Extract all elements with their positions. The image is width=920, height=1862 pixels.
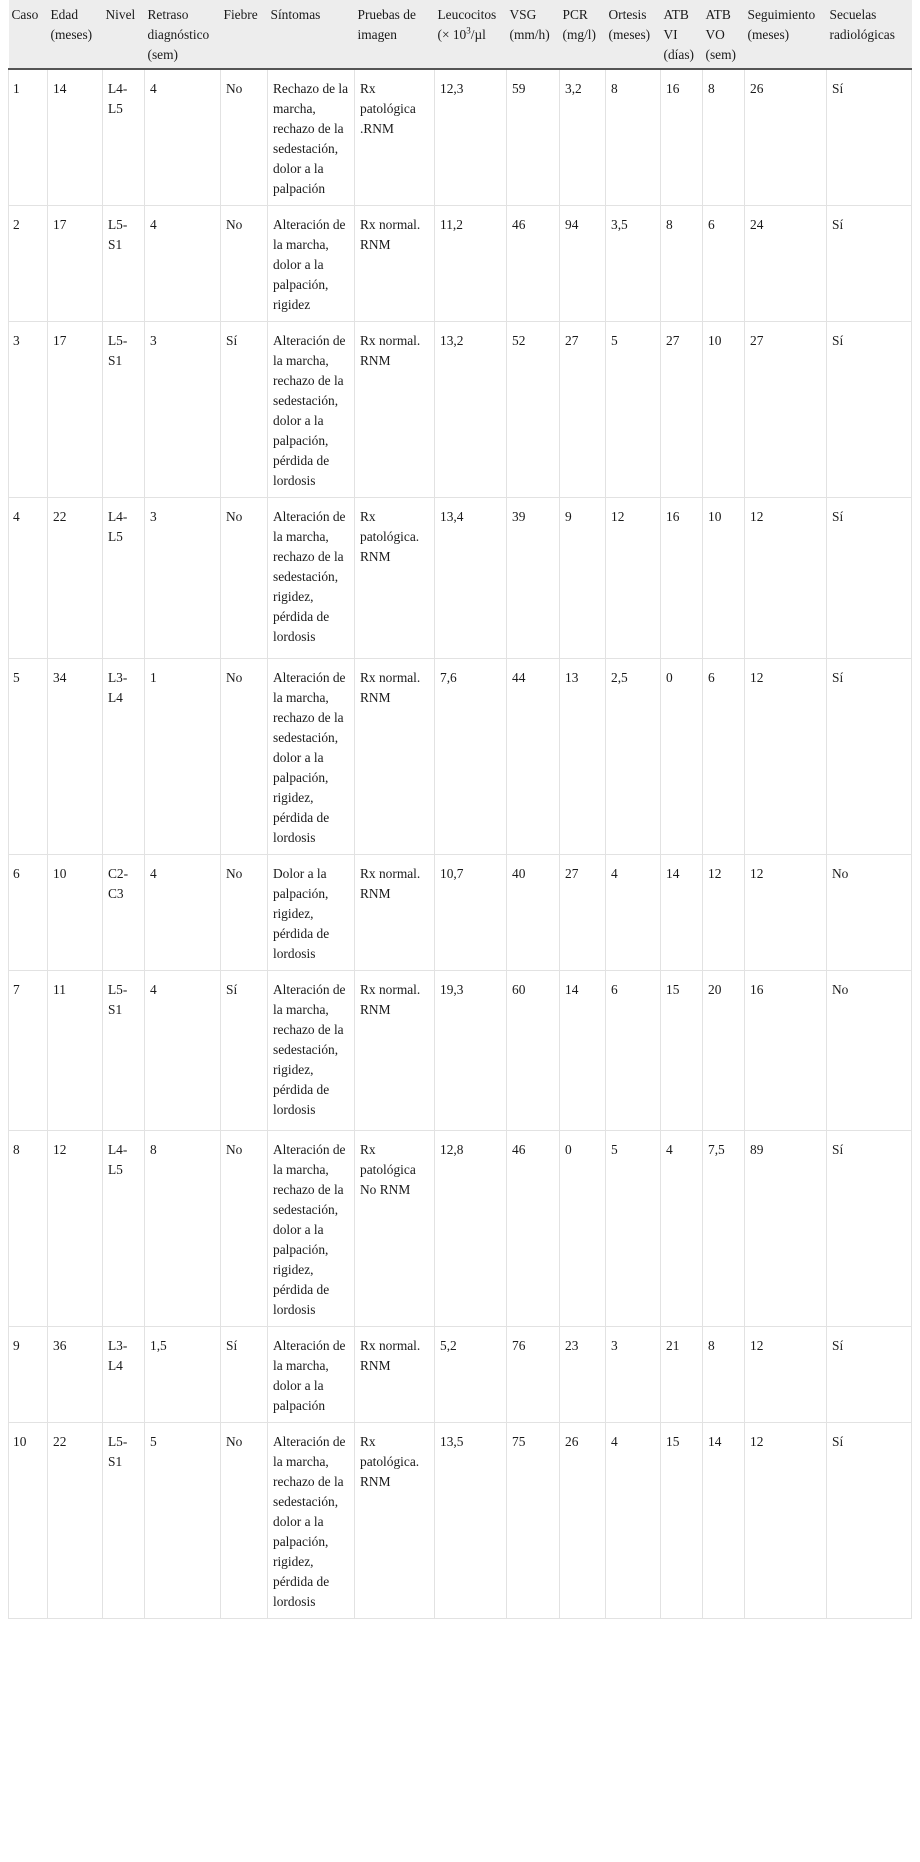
cell-pruebas: Rx patológica .RNM <box>355 69 435 206</box>
header-pruebas: Pruebas de imagen <box>355 0 435 69</box>
cell-atb_vo: 7,5 <box>703 1131 745 1327</box>
table-row <box>9 659 912 855</box>
cell-edad: 36 <box>48 1327 103 1423</box>
header-atb-vo: ATB VO (sem) <box>703 0 745 69</box>
cell-secuelas: Sí <box>827 69 912 206</box>
cell-ortesis: 6 <box>606 971 661 1131</box>
table-row <box>9 498 912 659</box>
header-pcr: PCR (mg/l) <box>560 0 606 69</box>
header-ortesis: Ortesis (meses) <box>606 0 661 69</box>
cell-ortesis: 3 <box>606 1327 661 1423</box>
cell-sintomas: Rechazo de la marcha, rechazo de la sedestación, dolor a la palpación <box>268 69 355 206</box>
cell-fiebre: No <box>221 1423 268 1619</box>
cell-retraso: 3 <box>145 322 221 498</box>
cell-edad: 11 <box>48 971 103 1131</box>
cell-leucocitos: 13,2 <box>435 322 507 498</box>
cell-vsg: 40 <box>507 855 560 971</box>
cell-pruebas: Rx patológica No RNM <box>355 1131 435 1327</box>
cell-retraso: 4 <box>145 971 221 1131</box>
cell-vsg: 39 <box>507 498 560 659</box>
cell-atb_vo: 8 <box>703 1327 745 1423</box>
cell-nivel: L5-S1 <box>103 1423 145 1619</box>
header-leucocitos-sup: 3 <box>466 25 471 36</box>
header-edad: Edad (meses) <box>48 0 103 69</box>
header-seguimiento: Seguimiento (meses) <box>745 0 827 69</box>
cell-atb_vi: 8 <box>661 206 703 322</box>
cell-atb_vo: 20 <box>703 971 745 1131</box>
cell-seguimiento: 12 <box>745 1423 827 1619</box>
cell-fiebre: No <box>221 498 268 659</box>
cell-atb_vi: 16 <box>661 498 703 659</box>
cell-atb_vo: 8 <box>703 69 745 206</box>
header-leucocitos <box>435 0 507 69</box>
header-leucocitos-pre: Leucocitos (× 10 <box>437 7 497 42</box>
cell-edad: 14 <box>48 69 103 206</box>
cell-vsg: 46 <box>507 1131 560 1327</box>
cell-caso: 3 <box>9 322 48 498</box>
cell-vsg: 75 <box>507 1423 560 1619</box>
cell-seguimiento: 89 <box>745 1131 827 1327</box>
cell-nivel: C2-C3 <box>103 855 145 971</box>
cell-seguimiento: 26 <box>745 69 827 206</box>
cell-secuelas: Sí <box>827 659 912 855</box>
cell-ortesis: 2,5 <box>606 659 661 855</box>
table-row <box>9 971 912 1131</box>
cell-ortesis: 5 <box>606 1131 661 1327</box>
cell-atb_vi: 14 <box>661 855 703 971</box>
cell-fiebre: No <box>221 206 268 322</box>
cell-atb_vo: 6 <box>703 659 745 855</box>
cell-nivel: L4-L5 <box>103 1131 145 1327</box>
cell-atb_vo: 10 <box>703 498 745 659</box>
cell-atb_vi: 16 <box>661 69 703 206</box>
cell-pruebas: Rx normal. RNM <box>355 1327 435 1423</box>
cell-secuelas: Sí <box>827 206 912 322</box>
cell-sintomas: Alteración de la marcha, dolor a la palpación, rigidez <box>268 206 355 322</box>
cell-nivel: L4-L5 <box>103 498 145 659</box>
table-row <box>9 1327 912 1423</box>
cell-caso: 8 <box>9 1131 48 1327</box>
cell-vsg: 59 <box>507 69 560 206</box>
cell-nivel: L5-S1 <box>103 206 145 322</box>
cell-pcr: 94 <box>560 206 606 322</box>
cell-secuelas: No <box>827 971 912 1131</box>
cell-seguimiento: 16 <box>745 971 827 1131</box>
cell-nivel: L3-L4 <box>103 659 145 855</box>
cell-ortesis: 4 <box>606 1423 661 1619</box>
cell-nivel: L5-S1 <box>103 971 145 1131</box>
cell-fiebre: Sí <box>221 322 268 498</box>
cell-ortesis: 8 <box>606 69 661 206</box>
cell-leucocitos: 12,8 <box>435 1131 507 1327</box>
cell-edad: 34 <box>48 659 103 855</box>
cell-fiebre: No <box>221 69 268 206</box>
cell-ortesis: 4 <box>606 855 661 971</box>
cell-caso: 9 <box>9 1327 48 1423</box>
cell-fiebre: No <box>221 659 268 855</box>
header-fiebre: Fiebre <box>221 0 268 69</box>
cell-retraso: 4 <box>145 855 221 971</box>
cell-ortesis: 3,5 <box>606 206 661 322</box>
table-row <box>9 322 912 498</box>
table-row <box>9 1423 912 1619</box>
cell-fiebre: No <box>221 1131 268 1327</box>
header-atb-vi: ATB VI (días) <box>661 0 703 69</box>
cell-sintomas: Alteración de la marcha, rechazo de la sedestación, rigidez, pérdida de lordosis <box>268 971 355 1131</box>
cell-pcr: 26 <box>560 1423 606 1619</box>
cell-edad: 17 <box>48 206 103 322</box>
cell-seguimiento: 24 <box>745 206 827 322</box>
cell-edad: 22 <box>48 1423 103 1619</box>
cell-pcr: 0 <box>560 1131 606 1327</box>
cell-ortesis: 12 <box>606 498 661 659</box>
table-row <box>9 69 912 206</box>
cell-vsg: 52 <box>507 322 560 498</box>
cell-pruebas: Rx normal. RNM <box>355 971 435 1131</box>
cell-retraso: 4 <box>145 69 221 206</box>
cell-vsg: 44 <box>507 659 560 855</box>
cell-atb_vi: 0 <box>661 659 703 855</box>
clinical-cases-table <box>8 0 912 1619</box>
cell-edad: 22 <box>48 498 103 659</box>
cell-caso: 4 <box>9 498 48 659</box>
cell-leucocitos: 12,3 <box>435 69 507 206</box>
cell-leucocitos: 11,2 <box>435 206 507 322</box>
cell-pcr: 27 <box>560 855 606 971</box>
cell-caso: 6 <box>9 855 48 971</box>
cell-nivel: L4-L5 <box>103 69 145 206</box>
cell-pruebas: Rx normal. RNM <box>355 659 435 855</box>
cell-caso: 7 <box>9 971 48 1131</box>
cell-vsg: 76 <box>507 1327 560 1423</box>
cell-edad: 10 <box>48 855 103 971</box>
cell-retraso: 8 <box>145 1131 221 1327</box>
cell-retraso: 3 <box>145 498 221 659</box>
header-vsg: VSG (mm/h) <box>507 0 560 69</box>
header-sintomas: Síntomas <box>268 0 355 69</box>
cell-pcr: 14 <box>560 971 606 1131</box>
cell-leucocitos: 13,5 <box>435 1423 507 1619</box>
cell-secuelas: No <box>827 855 912 971</box>
cell-nivel: L5-S1 <box>103 322 145 498</box>
cell-sintomas: Alteración de la marcha, dolor a la palpación <box>268 1327 355 1423</box>
cell-atb_vo: 10 <box>703 322 745 498</box>
cell-pruebas: Rx patológica. RNM <box>355 498 435 659</box>
cell-retraso: 4 <box>145 206 221 322</box>
cell-seguimiento: 12 <box>745 659 827 855</box>
cell-pruebas: Rx normal. RNM <box>355 855 435 971</box>
cell-retraso: 1 <box>145 659 221 855</box>
cell-sintomas: Dolor a la palpación, rigidez, pérdida de lordosis <box>268 855 355 971</box>
cell-fiebre: No <box>221 855 268 971</box>
header-caso: Caso <box>9 0 48 69</box>
cell-pcr: 13 <box>560 659 606 855</box>
cell-sintomas: Alteración de la marcha, rechazo de la sedestación, dolor a la palpación, rigidez, pérdida de lordosis <box>268 1423 355 1619</box>
cell-fiebre: Sí <box>221 1327 268 1423</box>
cell-leucocitos: 13,4 <box>435 498 507 659</box>
cell-secuelas: Sí <box>827 498 912 659</box>
cell-caso: 2 <box>9 206 48 322</box>
header-row <box>9 0 912 69</box>
cell-nivel: L3-L4 <box>103 1327 145 1423</box>
cell-ortesis: 5 <box>606 322 661 498</box>
cell-vsg: 46 <box>507 206 560 322</box>
cell-atb_vo: 12 <box>703 855 745 971</box>
cell-atb_vi: 15 <box>661 1423 703 1619</box>
table-row <box>9 855 912 971</box>
cell-leucocitos: 10,7 <box>435 855 507 971</box>
cell-pruebas: Rx normal. RNM <box>355 206 435 322</box>
cell-caso: 1 <box>9 69 48 206</box>
cell-secuelas: Sí <box>827 322 912 498</box>
table-row <box>9 206 912 322</box>
cell-edad: 12 <box>48 1131 103 1327</box>
header-secuelas: Secuelas radiológicas <box>827 0 912 69</box>
cell-atb_vi: 15 <box>661 971 703 1131</box>
cell-caso: 10 <box>9 1423 48 1619</box>
cell-secuelas: Sí <box>827 1423 912 1619</box>
cell-sintomas: Alteración de la marcha, rechazo de la sedestación, dolor a la palpación, rigidez, pérdida de lordosis <box>268 1131 355 1327</box>
cell-sintomas: Alteración de la marcha, rechazo de la sedestación, rigidez, pérdida de lordosis <box>268 498 355 659</box>
cell-retraso: 5 <box>145 1423 221 1619</box>
cell-leucocitos: 7,6 <box>435 659 507 855</box>
cell-pruebas: Rx normal. RNM <box>355 322 435 498</box>
table-header <box>9 0 912 69</box>
cell-pcr: 23 <box>560 1327 606 1423</box>
cell-secuelas: Sí <box>827 1131 912 1327</box>
cell-seguimiento: 12 <box>745 498 827 659</box>
cell-pcr: 27 <box>560 322 606 498</box>
cell-atb_vi: 27 <box>661 322 703 498</box>
header-leucocitos-post: /µl <box>470 27 486 42</box>
cell-seguimiento: 12 <box>745 855 827 971</box>
cell-atb_vo: 6 <box>703 206 745 322</box>
cell-edad: 17 <box>48 322 103 498</box>
header-nivel: Nivel <box>103 0 145 69</box>
cell-leucocitos: 19,3 <box>435 971 507 1131</box>
cell-atb_vo: 14 <box>703 1423 745 1619</box>
cell-vsg: 60 <box>507 971 560 1131</box>
cell-retraso: 1,5 <box>145 1327 221 1423</box>
cell-sintomas: Alteración de la marcha, rechazo de la sedestación, dolor a la palpación, rigidez, pérdida de lordosis <box>268 659 355 855</box>
cell-atb_vi: 21 <box>661 1327 703 1423</box>
header-retraso: Retraso diagnóstico (sem) <box>145 0 221 69</box>
cell-pcr: 3,2 <box>560 69 606 206</box>
table-row <box>9 1131 912 1327</box>
cell-secuelas: Sí <box>827 1327 912 1423</box>
table-body <box>9 69 912 1619</box>
cell-atb_vi: 4 <box>661 1131 703 1327</box>
cell-seguimiento: 12 <box>745 1327 827 1423</box>
cell-fiebre: Sí <box>221 971 268 1131</box>
cell-leucocitos: 5,2 <box>435 1327 507 1423</box>
cell-pruebas: Rx patológica. RNM <box>355 1423 435 1619</box>
cell-seguimiento: 27 <box>745 322 827 498</box>
cell-caso: 5 <box>9 659 48 855</box>
cell-sintomas: Alteración de la marcha, rechazo de la sedestación, dolor a la palpación, pérdida de lordosis <box>268 322 355 498</box>
cell-pcr: 9 <box>560 498 606 659</box>
